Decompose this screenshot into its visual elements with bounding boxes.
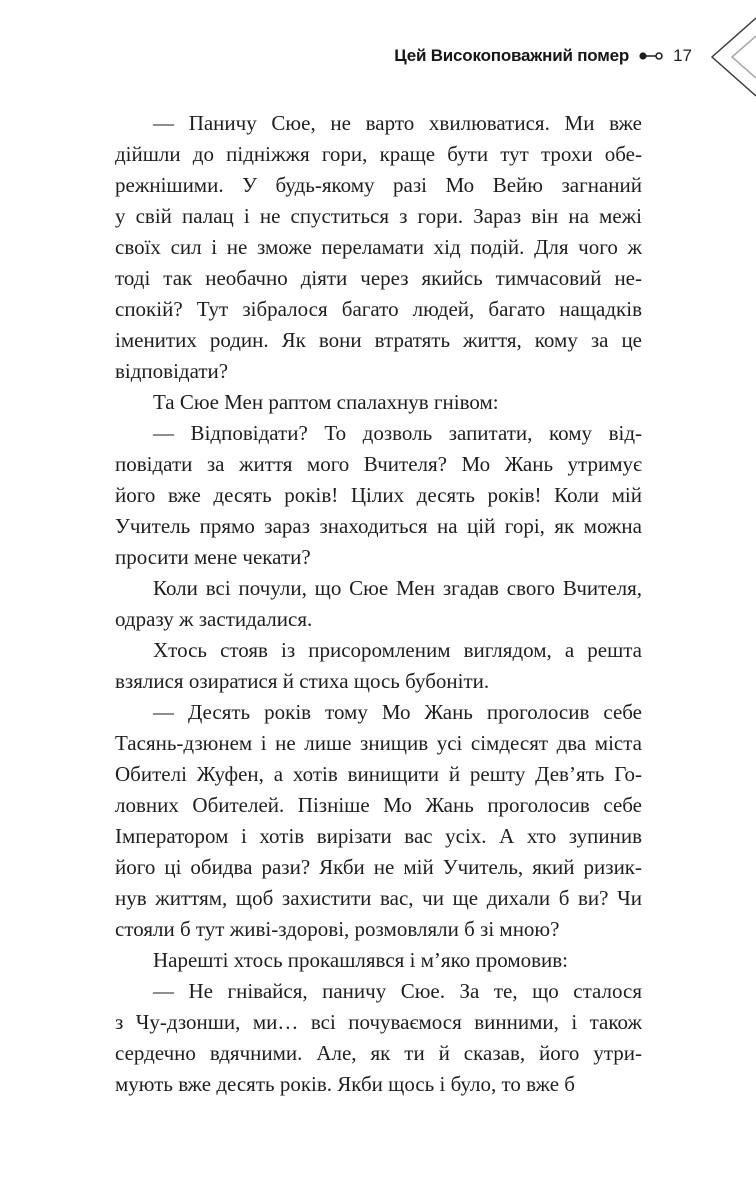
text-line: його ці обидва рази? Якби не мій Учитель, який ризик- — [115, 855, 642, 879]
text-line: режнішими. У будь-якому разі Мо Вейю загнаний — [115, 173, 642, 197]
text-line: — Паничу Сюе, не варто хвилюватися. Ми вже — [153, 111, 642, 135]
text-line: Нарешті хтось прокашлявся і м’яко промовив: — [153, 948, 569, 972]
text-line: — Десять років тому Мо Жань проголосив себе — [153, 700, 642, 724]
text-line: Тасянь-дзюнем і не лише знищив усі сімдесят два міста — [115, 731, 642, 755]
text-line: мують вже десять років. Якби щось і було, то вже б — [115, 1072, 575, 1096]
text-line: з Чу-дзонши, ми… всі почуваємося винними, і також — [115, 1010, 642, 1034]
text-line: повідати за життя мого Вчителя? Мо Жань утримує — [115, 452, 642, 476]
text-line: Імператором і хотів вирізати вас усіх. А хто зупинив — [115, 824, 642, 848]
text-line: своїх сил і не зможе переламати хід подій. Для чого ж — [115, 235, 642, 259]
text-line: спокій? Тут зібралося багато людей, багато нащадків — [115, 297, 642, 321]
text-line: сердечно вдячними. Але, як ти й сказав, його утри- — [115, 1041, 642, 1065]
text-line: ловних Обителей. Пізніше Мо Жань проголосив себе — [115, 793, 642, 817]
dash-circle-ornament-icon — [638, 50, 664, 62]
running-header-title: Цей Високоповажний помер — [394, 46, 630, 65]
running-header — [394, 46, 692, 66]
text-line: Обителі Жуфен, а хотів винищити й решту Дев’ять Го- — [115, 762, 642, 786]
text-line: взялися озиратися й стиха щось бубоніти. — [115, 669, 490, 693]
page-number: 17 — [673, 46, 692, 65]
text-block — [115, 108, 642, 1100]
text-line: — Відповідати? То дозволь запитати, кому від- — [153, 421, 642, 445]
text-line: стояли б тут живі-здорові, розмовляли б зі мною? — [115, 917, 560, 941]
text-line: Учитель прямо зараз знаходиться на цій горі, як можна — [115, 514, 642, 538]
text-line: дійшли до підніжжя гори, краще бути тут трохи обе- — [115, 142, 642, 166]
text-line: просити мене чекати? — [115, 545, 311, 569]
text-line: нув життям, щоб захистити вас, чи ще дихали б ви? Чи — [115, 886, 642, 910]
text-line: Та Сюе Мен раптом спалахнув гнівом: — [153, 390, 499, 414]
text-line: його вже десять років! Цілих десять років! Коли мій — [115, 483, 642, 507]
text-line: Коли всі почули, що Сюе Мен згадав свого Вчителя, — [153, 576, 642, 600]
text-line: Хтось стояв із присоромленим виглядом, а решта — [153, 638, 642, 662]
text-line: у свій палац і не спуститься з гори. Зараз він на межі — [115, 204, 642, 228]
text-line: іменитих родин. Як вони втратять життя, кому за це — [115, 328, 642, 352]
text-line: відповідати? — [115, 359, 229, 383]
text-line: одразу ж застидалися. — [115, 607, 313, 631]
text-line: тоді так необачно діяти через якийсь тимчасовий не- — [115, 266, 642, 290]
text-line: — Не гнівайся, паничу Сюе. За те, що сталося — [153, 979, 642, 1003]
